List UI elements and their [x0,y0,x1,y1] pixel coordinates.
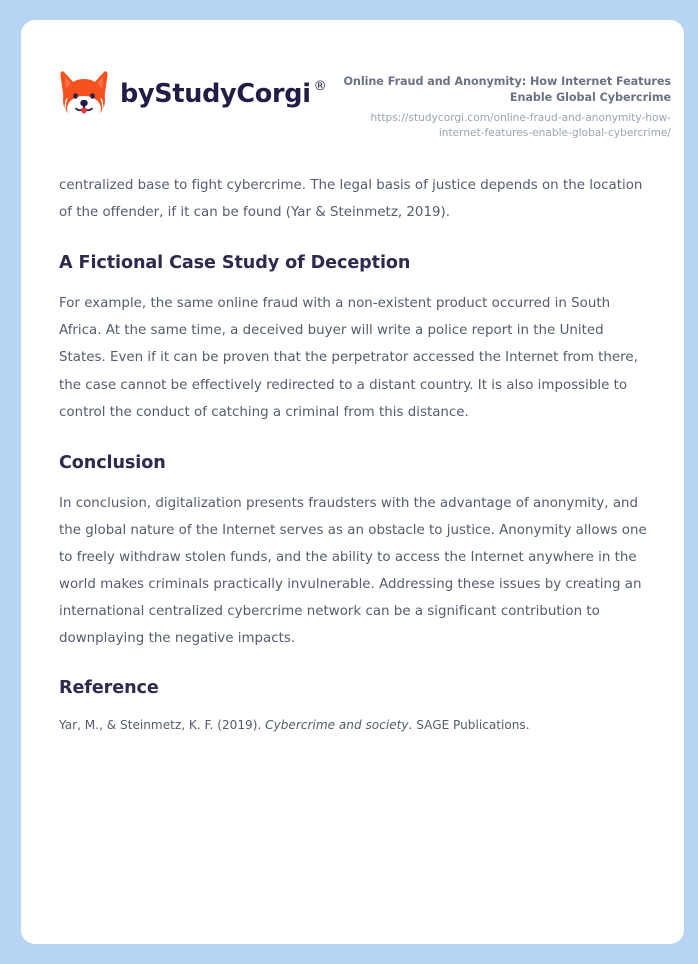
brand-name: StudyCorgi [154,79,311,110]
section-paragraph-conclusion: In conclusion, digitalization presents fraudsters with the advantage of anonymity, and the global nature of the Internet serves as an obstacle to justice. Anonymity allows one to freely withdraw stolen funds, and the ability to access the Internet anywhere in the world makes criminals practically invulnerable. Addressing these issues by creating an international centralized cybercrime network can be a significant contribution to downplaying the negative impacts. [59,495,647,646]
document-header [21,20,684,141]
reference-authors-year: Yar, M., & Steinmetz, K. F. (2019). [59,717,266,732]
reference-publisher: . SAGE Publications. [408,717,530,732]
corgi-face-icon [59,69,109,121]
reference-title: Cybercrime and society [265,717,409,732]
section-heading-case-study: A Fictional Case Study of Deception [59,253,411,274]
document-url[interactable]: https://studycorgi.com/online-fraud-and-anonymity-how-internet-features-enable-global-cybercrime/ [370,112,671,140]
header-meta-block [341,67,671,141]
section-heading-reference: Reference [59,678,159,699]
document-body [21,172,684,735]
brand-wordmark [120,79,327,110]
continued-paragraph: centralized base to fight cybercrime. The legal basis of justice depends on the location of the offender, if it can be found (Yar & Steinmetz, 2019). [59,178,643,221]
brand-logo-block [59,67,326,121]
section-paragraph-case-study: For example, the same online fraud with a non-existent product occurred in South Africa. At the same time, a deceived buyer will write a police report in the United States. Even if it can be proven that the perpetrator accessed the Internet from there, the case cannot be effectively redirected to a distant country. It is also impossible to control the conduct of catching a criminal from this distance. [59,296,638,420]
section-heading-conclusion: Conclusion [59,452,166,473]
reference-entry [59,715,651,736]
document-title: Online Fraud and Anonymity: How Internet Features Enable Global Cybercrime [343,75,671,105]
brand-prefix: by [120,79,155,110]
registered-trademark-icon: ® [313,79,327,95]
document-page-card [21,20,684,944]
